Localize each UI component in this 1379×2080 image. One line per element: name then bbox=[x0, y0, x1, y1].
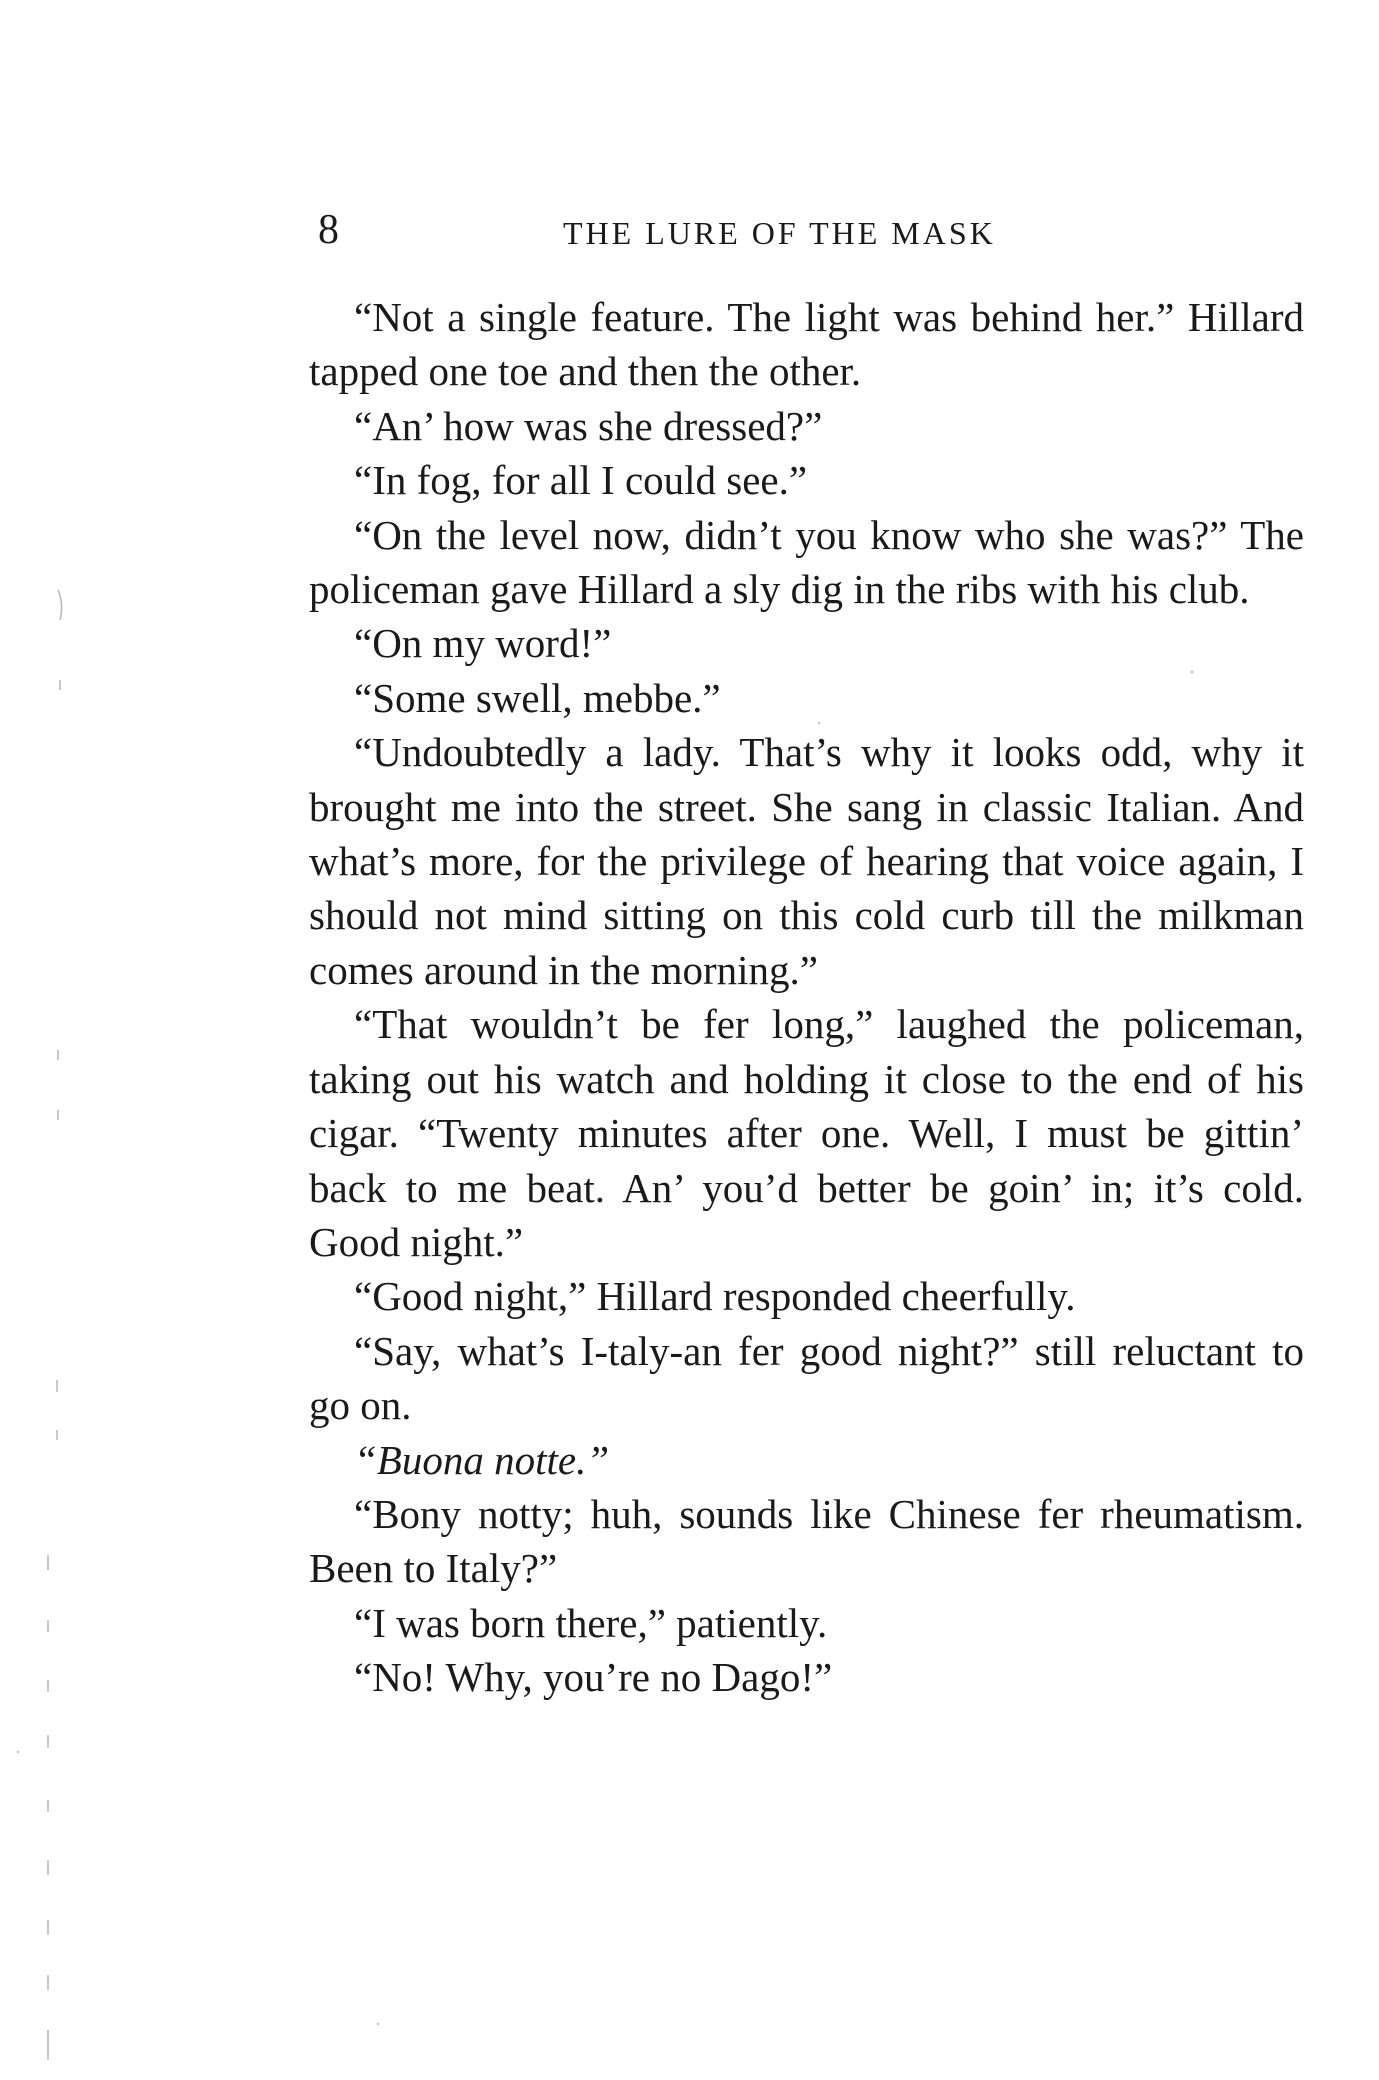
page-number: 8 bbox=[318, 207, 339, 253]
paragraph: “Bony notty; huh, sounds like Chinese fer rheumatism. Been to Italy?” bbox=[309, 1490, 1304, 1592]
body-text bbox=[309, 290, 1304, 1705]
paragraph: “An’ how was she dressed?” bbox=[354, 402, 823, 449]
paragraph: “On the level now, didn’t you know who she was?” The policeman gave Hillard a sly dig in the ribs with his club. bbox=[309, 511, 1304, 613]
paragraph: “Undoubtedly a lady. That’s why it looks odd, why it brought me into the street. She sang in classic Italian. And what’s more, for the privilege of hearing that voice again, I should not mind sitting on this cold curb till the milkman comes around in the morning.” bbox=[309, 729, 1304, 993]
paragraph: “Say, what’s I-taly-an fer good night?” still reluctant to go on. bbox=[309, 1327, 1304, 1429]
running-title: THE LURE OF THE MASK bbox=[563, 215, 996, 251]
paragraph: “That wouldn’t be fer long,” laughed the policeman, taking out his watch and holding it close to the end of his cigar. “Twenty minutes after one. Well, I must be gittin’ back to me beat. An’ you’d better be goin’ in; it’s cold. Good night.” bbox=[309, 1001, 1304, 1265]
paragraph: “I was born there,” patiently. bbox=[354, 1599, 828, 1646]
paragraph: “In fog, for all I could see.” bbox=[354, 457, 808, 504]
paragraph: “Good night,” Hillard responded cheerfully. bbox=[354, 1273, 1076, 1320]
paragraph: “On my word!” bbox=[354, 620, 612, 667]
paragraph: “No! Why, you’re no Dago!” bbox=[354, 1654, 833, 1701]
italic-paragraph: “Buona notte.” bbox=[354, 1436, 610, 1483]
paragraph: “Some swell, mebbe.” bbox=[354, 674, 721, 721]
paragraph: “Not a single feature. The light was behind her.” Hillard tapped one toe and then the other. bbox=[309, 294, 1304, 395]
running-head bbox=[318, 205, 1298, 255]
